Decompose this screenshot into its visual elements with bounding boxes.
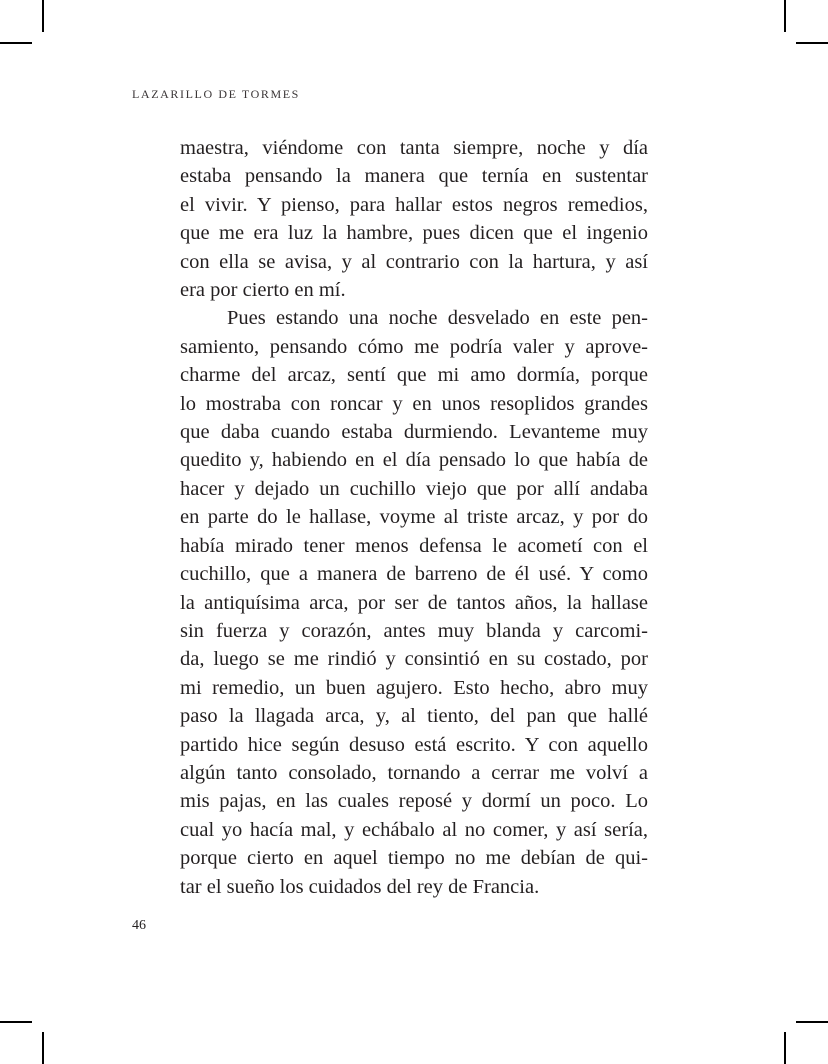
text-line: paso la llagada arca, y, al tiento, del pan que hallé [180,705,648,728]
crop-mark-top-left-vertical [42,0,44,32]
text-line: tar el sueño los cuidados del rey de Francia. [180,875,540,898]
text-line: el vivir. Y pienso, para hallar estos negros remedios, [180,193,648,216]
text-line: Pues estando una noche desvelado en este pen- [227,307,648,330]
text-line: en parte do le hallase, voyme al triste arcaz, y por do [180,506,648,529]
text-line: cual yo hacía mal, y echábalo al no comer, y así sería, [180,818,648,841]
text-line: mi remedio, un buen agujero. Esto hecho, abro muy [180,676,648,699]
text-line: mis pajas, en las cuales reposé y dormí un poco. Lo [180,790,648,813]
text-line: cuchillo, que a manera de barreno de él usé. Y como [180,563,648,586]
text-line: da, luego se me rindió y consintió en su costado, por [180,648,648,671]
crop-mark-top-left-horizontal [0,42,32,44]
crop-mark-bottom-right-horizontal [796,1021,828,1023]
text-line: lo mostraba con roncar y en unos resoplidos grandes [180,392,648,415]
text-line: partido hice según desuso está escrito. Y con aquello [180,733,648,756]
text-line: había mirado tener menos defensa le acometí con el [180,534,648,557]
crop-mark-bottom-left-vertical [42,1032,44,1064]
text-line: sin fuerza y corazón, antes muy blanda y carcomi- [180,619,648,642]
page-number: 46 [132,918,146,933]
text-line: quedito y, habiendo en el día pensado lo que había de [180,449,648,472]
text-line: era por cierto en mí. [180,279,346,302]
crop-mark-top-right-horizontal [796,42,828,44]
text-line: porque cierto en aquel tiempo no me debían de qui- [180,847,648,870]
text-line: la antiquísima arca, por ser de tantos años, la hallase [180,591,648,614]
text-line: estaba pensando la manera que ternía en sustentar [180,165,648,188]
running-head: LAZARILLO DE TORMES [132,87,300,101]
text-line: con ella se avisa, y al contrario con la hartura, y así [180,250,648,273]
text-line: charme del arcaz, sentí que mi amo dormía, porque [180,364,648,387]
paragraph-1 [180,134,648,304]
crop-mark-bottom-left-horizontal [0,1021,32,1023]
text-line: hacer y dejado un cuchillo viejo que por allí andaba [180,477,648,500]
paragraph-2 [180,304,648,901]
text-line: samiento, pensando cómo me podría valer y aprove- [180,335,648,358]
crop-mark-bottom-right-vertical [784,1032,786,1064]
text-line: algún tanto consolado, tornando a cerrar me volví a [180,761,648,784]
body-text [180,134,648,901]
text-line: que daba cuando estaba durmiendo. Levanteme muy [180,421,648,444]
text-line: maestra, viéndome con tanta siempre, noche y día [180,137,648,159]
text-line: que me era luz la hambre, pues dicen que el ingenio [180,222,648,245]
crop-mark-top-right-vertical [784,0,786,32]
